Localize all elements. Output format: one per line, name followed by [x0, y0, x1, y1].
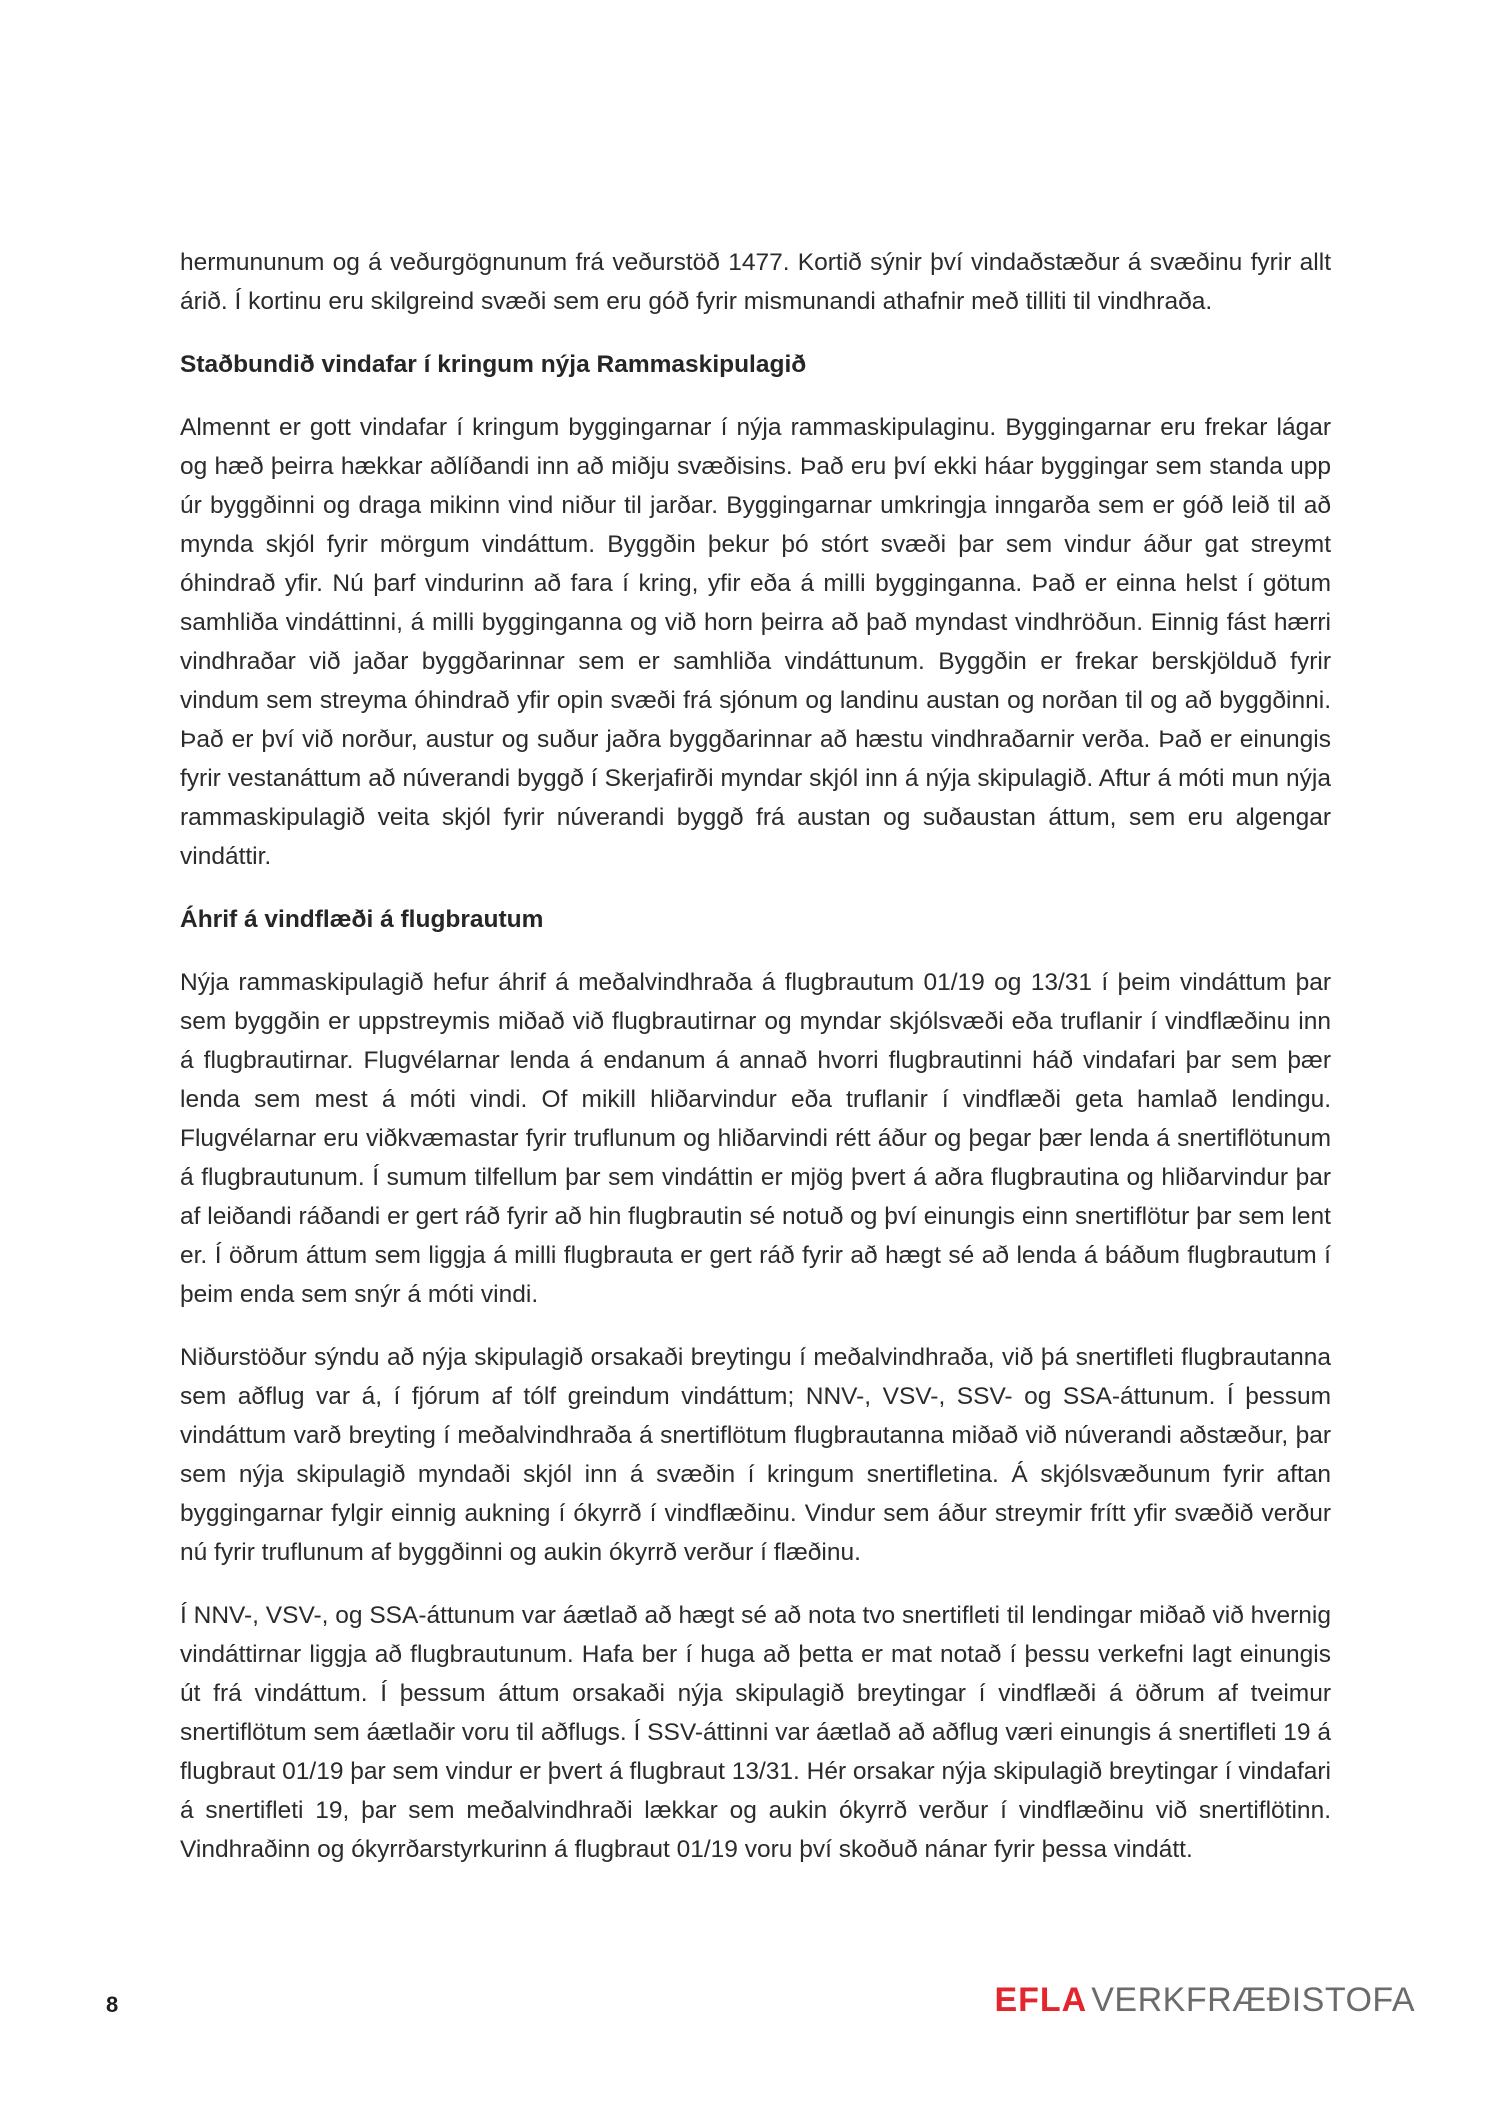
page-number: 8 — [106, 1992, 119, 2017]
paragraph-local-wind: Almennt er gott vindafar í kringum byggingarnar í nýja rammaskipulaginu. Byggingarnar eru frekar lágar og hæð þeirra hækkar aðlíðandi inn að miðju svæðisins. Það eru því ekki háar byggingar sem standa upp úr byggðinni og draga mikinn vind niður til jarðar. Byggingarnar umkringja inngarða sem er góð leið til að mynda skjól fyrir mörgum vindáttum. Byggðin þekur þó stórt svæði þar sem vindur áður gat streymt óhindrað yfir. Nú þarf vindurinn að fara í kring, yfir eða á milli bygginganna. Það er einna helst í götum samhliða vindáttinni, á milli bygginganna og við horn þeirra að það myndast vindhröðun. Einnig fást hærri vindhraðar við jaðar byggðarinnar sem er samhliða vindáttunum. Byggðin er frekar berskjölduð fyrir vindum sem streyma óhindrað yfir opin svæði frá sjónum og landinu austan og norðan til og að byggðinni. Það er því við norður, austur og suður jaðra byggðarinnar að hæstu vindhraðarnir verða. Það er einungis fyrir vestanáttum að núverandi byggð í Skerjafirði myndar skjól inn á nýja skipulagið. Aftur á móti mun nýja rammaskipulagið veita skjól fyrir núverandi byggð frá austan og suðaustan áttum, sem eru algengar vindáttir. — [180, 414, 1331, 870]
brand-subtitle: VERKFRÆÐISTOFA — [1091, 1981, 1415, 2019]
paragraph-runway-effects: Nýja rammaskipulagið hefur áhrif á meðalvindhraða á flugbrautum 01/19 og 13/31 í þeim vindáttum þar sem byggðin er uppstreymis miðað við flugbrautirnar og myndar skjólsvæði eða truflanir í vindflæðinu inn á flugbrautirnar. Flugvélarnar lenda á endanum á annað hvorri flugbrautinni háð vindafari þar sem þær lenda sem mest á móti vindi. Of mikill hliðarvindur eða truflanir í vindflæði geta hamlað lendingu. Flugvélarnar eru viðkvæmastar fyrir truflunum og hliðarvindi rétt áður og þegar þær lenda á snertiflötunum á flugbrautunum. Í sumum tilfellum þar sem vindáttin er mjög þvert á aðra flugbrautina og hliðarvindur þar af leiðandi ráðandi er gert ráð fyrir að hin flugbrautin sé notuð og því einungis einn snertiflötur þar sem lent er. Í öðrum áttum sem liggja á milli flugbrauta er gert ráð fyrir að hægt sé að lenda á báðum flugbrautum í þeim enda sem snýr á móti vindi. — [180, 969, 1331, 1308]
section-heading-runway-effects: Áhrif á vindflæði á flugbrautum — [180, 906, 544, 933]
paragraph-wind-directions: Í NNV-, VSV-, og SSA-áttunum var áætlað að hægt sé að nota tvo snertifleti til lendingar miðað við hvernig vindáttirnar liggja að flugbrautunum. Hafa ber í huga að þetta er mat notað í þessu verkefni lagt einungis út frá vindáttum. Í þessum áttum orsakaði nýja skipulagið breytingar í vindflæði á öðrum af tveimur snertiflötum sem áætlaðir voru til aðflugs. Í SSV-áttinni var áætlað að aðflug væri einungis á snertifleti 19 á flugbraut 01/19 þar sem vindur er þvert á flugbraut 13/31. Hér orsakar nýja skipulagið breytingar í vindafari á snertifleti 19, þar sem meðalvindhraði lækkar og aukin ókyrrð verður í vindflæðinu við snertiflötinn. Vindhraðinn og ókyrrðarstyrkurinn á flugbraut 01/19 voru því skoðuð nánar fyrir þessa vindátt. — [180, 1602, 1331, 1863]
paragraph-intro-continuation: hermununum og á veðurgögnunum frá veðurstöð 1477. Kortið sýnir því vindaðstæður á svæðinu fyrir allt árið. Í kortinu eru skilgreind svæði sem eru góð fyrir mismunandi athafnir með tilliti til vindhraða. — [180, 249, 1331, 315]
page-content — [180, 243, 1331, 1893]
brand-name: EFLA — [994, 1981, 1088, 2019]
brand-logo — [994, 1980, 1415, 2020]
section-heading-local-wind: Staðbundið vindafar í kringum nýja Rammaskipulagið — [180, 351, 807, 378]
paragraph-results: Niðurstöður sýndu að nýja skipulagið orsakaði breytingu í meðalvindhraða, við þá snertifleti flugbrautanna sem aðflug var á, í fjórum af tólf greindum vindáttum; NNV-, VSV-, SSV- og SSA-áttunum. Í þessum vindáttum varð breyting í meðalvindhraða á snertiflötum flugbrautanna miðað við núverandi aðstæður, þar sem nýja skipulagið myndaði skjól inn á svæðin í kringum snertifletina. Á skjólsvæðunum fyrir aftan byggingarnar fylgir einnig aukning í ókyrrð í vindflæðinu. Vindur sem áður streymir frítt yfir svæðið verður nú fyrir truflunum af byggðinni og aukin ókyrrð verður í flæðinu. — [180, 1344, 1331, 1566]
